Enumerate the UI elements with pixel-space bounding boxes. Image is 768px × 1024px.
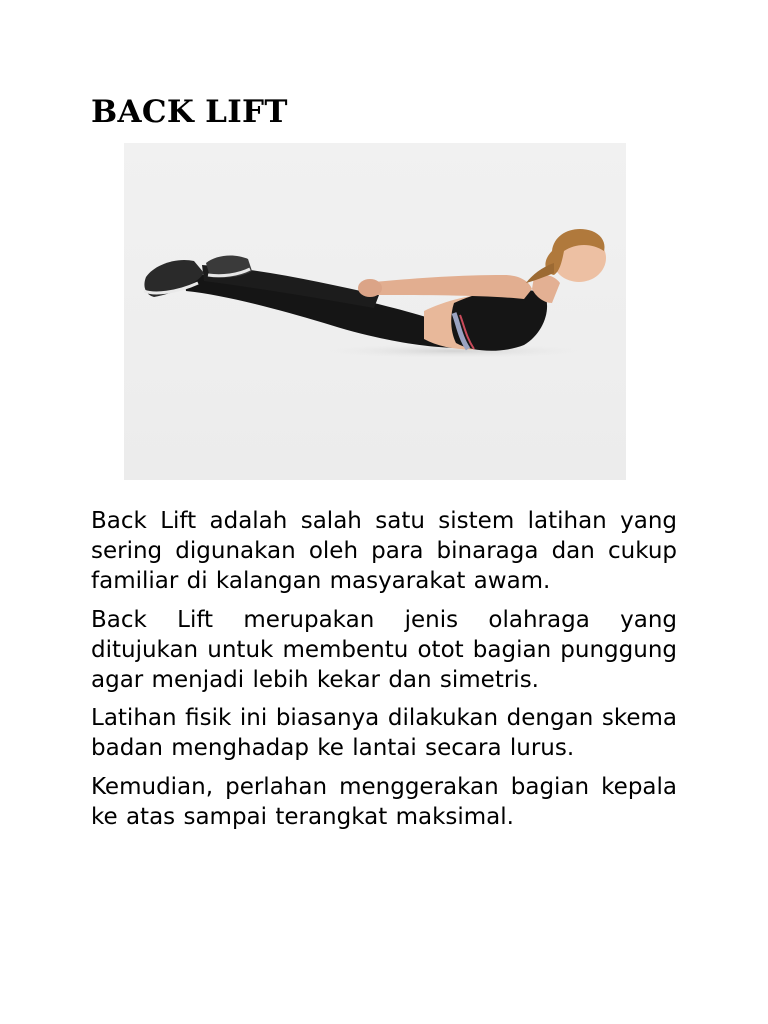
back-lift-photo — [124, 143, 626, 480]
paragraph-2: Back Lift merupakan jenis olahraga yang ditujukan untuk membentu otot bagian punggung agar menjadi lebih kekar dan simetris. — [91, 606, 677, 694]
body-text — [91, 506, 677, 840]
page-title: BACK LIFT — [91, 94, 288, 130]
paragraph-4: Kemudian, perlahan menggerakan bagian kepala ke atas sampai terangkat maksimal. — [91, 773, 677, 830]
hands — [358, 279, 382, 297]
paragraph-3: Latihan fisik ini biasanya dilakukan dengan skema badan menghadap ke lantai secara lurus. — [91, 705, 677, 762]
paragraph-1: Back Lift adalah salah satu sistem latihan yang sering digunakan oleh para binaraga dan cukup familiar di kalangan masyarakat awam. — [91, 508, 677, 595]
